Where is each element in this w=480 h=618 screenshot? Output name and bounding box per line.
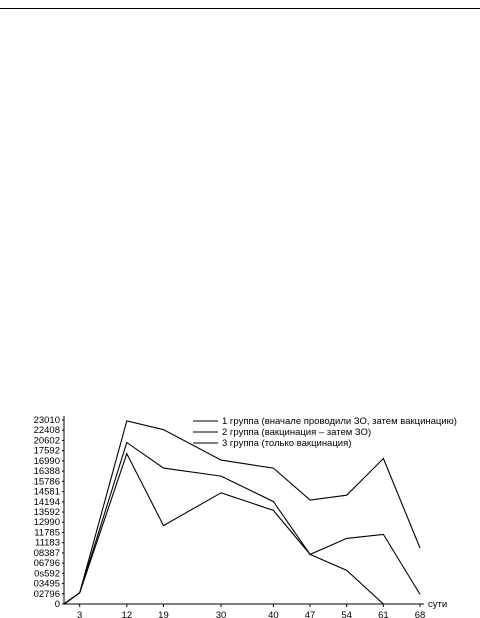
y-tick-label: 11785 xyxy=(34,527,60,539)
x-tick-label: 3 xyxy=(77,610,83,618)
legend-label-2: 2 группа (вакцинация – затем ЗО) xyxy=(222,427,372,438)
legend-label-1: 1 группа (вначале проводили ЗО, затем вакцинацию) xyxy=(222,416,457,427)
y-tick-label: 13592 xyxy=(33,507,60,518)
x-tick-labels xyxy=(77,599,447,618)
x-tick-label: 61 xyxy=(378,610,389,618)
y-tick-label: 16990 xyxy=(33,455,60,467)
x-tick-label: 47 xyxy=(304,610,316,618)
y-tick-label: 12990 xyxy=(33,517,60,529)
x-tick-label: 30 xyxy=(215,610,227,618)
y-tick-labels xyxy=(34,415,64,610)
x-tick-label: 12 xyxy=(121,610,133,618)
y-tick-label: 16388 xyxy=(33,466,60,478)
legend xyxy=(193,416,457,449)
y-tick-label: 14581 xyxy=(33,486,60,498)
y-tick-label: 15786 xyxy=(33,476,60,488)
y-tick-label: 02796 xyxy=(33,588,60,600)
y-tick-label: 11183 xyxy=(34,537,60,549)
y-tick-label: 17592 xyxy=(33,445,60,457)
x-tick-label: 68 xyxy=(414,610,426,618)
y-tick-label: 0 xyxy=(54,599,60,610)
x-unit-label: сути xyxy=(428,599,448,610)
y-tick-label: 03495 xyxy=(33,578,60,590)
y-tick-label: 0s592 xyxy=(34,568,60,580)
series-line-2 xyxy=(64,443,420,605)
y-tick-label: 06796 xyxy=(33,558,60,570)
legend-label-3: 3 группа (только вакцинация) xyxy=(222,438,352,449)
y-tick-label: 20602 xyxy=(33,435,60,447)
y-tick-label: 23010 xyxy=(33,415,60,426)
x-tick-label: 54 xyxy=(341,610,352,618)
y-tick-label: 14194 xyxy=(33,496,60,508)
x-tick-label: 19 xyxy=(158,610,169,618)
y-tick-label: 22408 xyxy=(33,425,60,437)
y-tick-label: 08387 xyxy=(33,547,60,559)
x-tick-label: 40 xyxy=(268,610,279,618)
